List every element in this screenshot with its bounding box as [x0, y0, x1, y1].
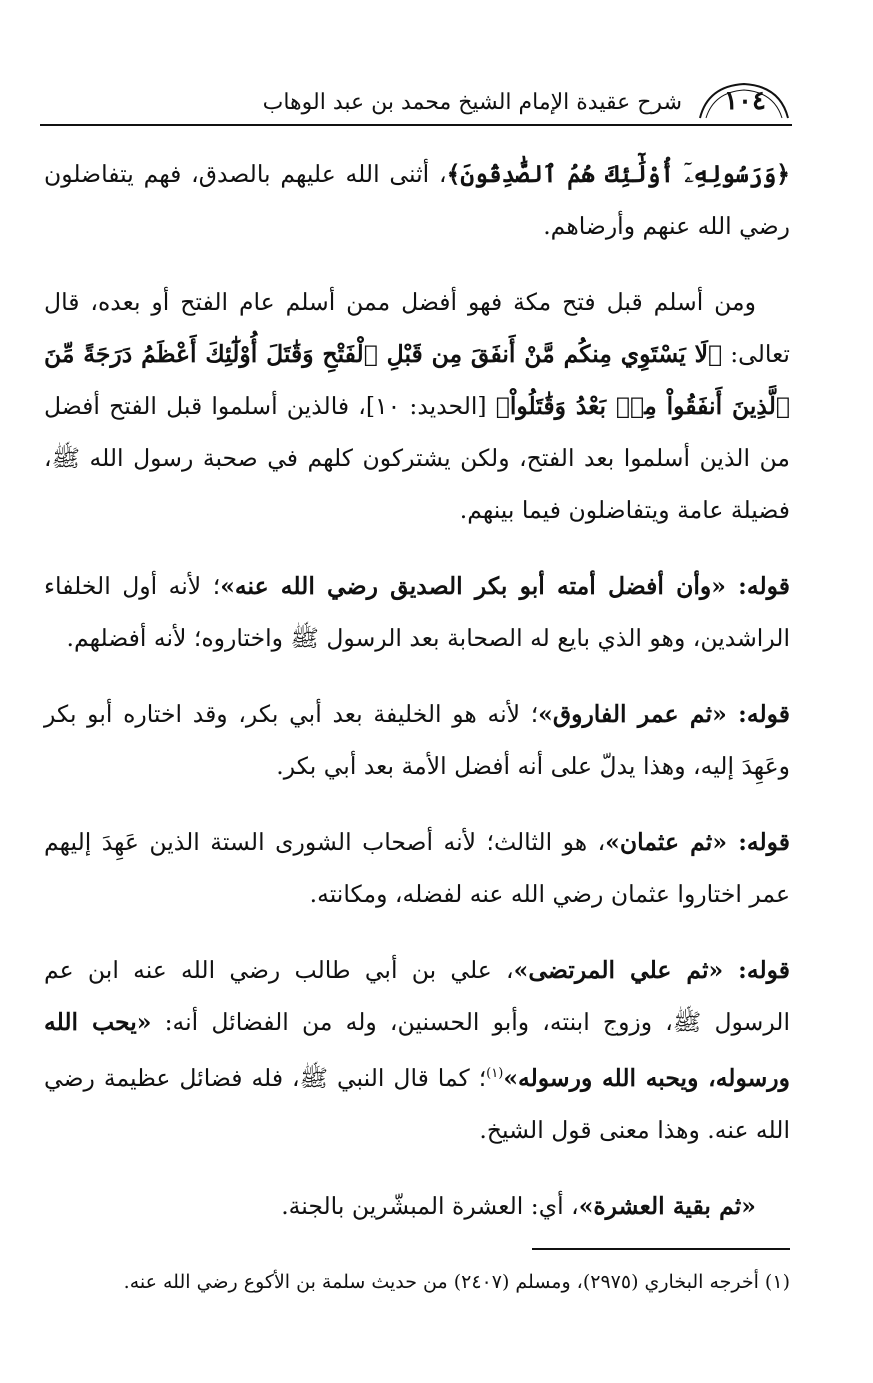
label-qawluh: قوله:: [725, 572, 790, 600]
page-header: [40, 84, 792, 126]
paragraph-text: ومن أسلم قبل فتح مكة فهو أفضل ممن أسلم عام الفتح أو بعده، قال تعالى:: [44, 288, 790, 368]
paragraph-6: [44, 944, 790, 1156]
paragraph-4: [44, 688, 790, 792]
footnote-divider: [532, 1248, 790, 1250]
label-qawluh: قوله:: [726, 700, 790, 728]
quoted-text: «ثم عثمان»: [605, 828, 728, 856]
quoted-text: «وأن أفضل أمته أبو بكر الصديق رضي الله عنه»: [220, 572, 726, 600]
paragraph-text: ، فالذين أسلموا قبل الفتح أفضل من الذين أسلموا بعد الفتح، ولكن يشتركون كلهم في صحبة رسول الله ﷺ، فضيلة عامة ويتفاضلون فيما بينهم.: [44, 392, 790, 524]
paragraph-3: [44, 560, 790, 664]
main-text: [44, 148, 790, 1256]
paragraph-text: ، أي: العشرة المبشّرين بالجنة.: [281, 1191, 579, 1220]
label-qawluh: قوله:: [727, 828, 791, 856]
label-qawluh: قوله:: [723, 956, 790, 984]
hadith-quote: «يحب الله ورسوله، ويحبه الله ورسوله»: [44, 1008, 790, 1092]
verse-reference: [الحديد: ١٠]: [365, 392, 496, 420]
paragraph-text: ، علي بن أبي طالب رضي الله عنه ابن عم الرسول ﷺ، وزوج ابنته، وأبو الحسنين، وله من الفضائل أنه:: [44, 956, 790, 1036]
quran-verse: ﴿وَرَسُولِهِۦٓ أُوْلَٰٓئِكَ هُمُ ٱلصَّٰدِقُونَ﴾: [446, 160, 790, 188]
quoted-text: «ثم عمر الفاروق»: [538, 700, 727, 728]
footnote-marker[interactable]: (١): [486, 1066, 504, 1081]
paragraph-5: [44, 816, 790, 920]
page-number: ١٠٤: [724, 86, 766, 116]
paragraph-1: [44, 148, 790, 252]
quran-verse: ﴿لَا يَسْتَوِي مِنكُم مَّنْ أَنفَقَ مِن قَبْلِ ٱلْفَتْحِ وَقَٰتَلَ أُوْلَٰٓئِكَ أَعْظَمُ دَرَجَةً مِّنَ ٱلَّذِينَ أَنفَقُواْ مِنۢ بَعْدُ وَقَٰتَلُواْ﴾: [44, 340, 790, 420]
footnote: (١) أخرجه البخاري (٢٩٧٥)، ومسلم (٢٤٠٧) من حديث سلمة بن الأكوع رضي الله عنه.: [123, 1271, 790, 1293]
quoted-text: «ثم علي المرتضى»: [513, 956, 724, 984]
paragraph-text: ؛ لأنه هو الخليفة بعد أبي بكر، وقد اختاره أبو بكر وعَهِدَ إليه، وهذا يدلّ على أنه أفضل الأمة بعد أبي بكر.: [44, 700, 790, 780]
paragraph-text: ، أثنى الله عليهم بالصدق، فهم يتفاضلون رضي الله عنهم وأرضاهم.: [44, 160, 790, 240]
paragraph-text: ؛ لأنه أول الخلفاء الراشدين، وهو الذي بايع له الصحابة بعد الرسول ﷺ واختاروه؛ لأنه أفضلهم.: [44, 572, 790, 652]
paragraph-text: ؛ كما قال النبي ﷺ، فله فضائل عظيمة رضي الله عنه. وهذا معنى قول الشيخ.: [44, 1063, 790, 1144]
paragraph-2: [44, 276, 790, 536]
paragraph-7: [44, 1180, 790, 1232]
paragraph-text: ، هو الثالث؛ لأنه أصحاب الشورى الستة الذين عَهِدَ إليهم عمر اختاروا عثمان رضي الله عنه لفضله، ومكانته.: [44, 828, 790, 908]
quoted-text: «ثم بقية العشرة»: [578, 1191, 756, 1220]
running-title: شرح عقيدة الإمام الشيخ محمد بن عبد الوهاب: [262, 90, 682, 115]
